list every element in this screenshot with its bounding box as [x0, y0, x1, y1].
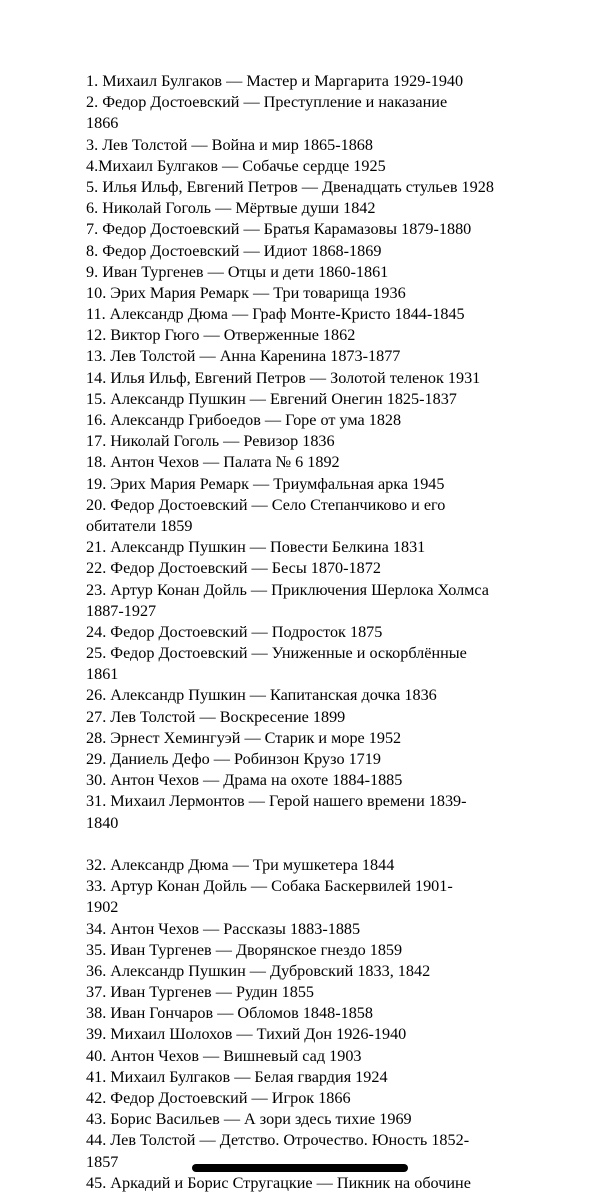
note-line: 35. Иван Тургенев — Дворянское гнездо 1859	[86, 940, 403, 959]
note-line: обитатели 1859	[86, 516, 193, 535]
note-line: 12. Виктор Гюго — Отверженные 1862	[86, 326, 356, 345]
note-line: 1866	[86, 114, 119, 133]
note-line: 1887-1927	[86, 601, 157, 620]
note-line: 18. Антон Чехов — Палата № 6 1892	[86, 453, 340, 472]
note-line: 4.Михаил Булгаков — Собачье сердце 1925	[86, 156, 386, 175]
note-line: 39. Михаил Шолохов — Тихий Дон 1926-1940	[86, 1025, 407, 1044]
note-line: 17. Николай Гоголь — Ревизор 1836	[86, 432, 335, 451]
note-line: 13. Лев Толстой — Анна Каренина 1873-1877	[86, 347, 401, 366]
note-line: 38. Иван Гончаров — Обломов 1848-1858	[86, 1004, 373, 1023]
note-line: 5. Илья Ильф, Евгений Петров — Двенадцать стульев 1928	[86, 177, 494, 196]
note-line: 19. Эрих Мария Ремарк — Триумфальная арка 1945	[86, 474, 445, 493]
note-line: 22. Федор Достоевский — Бесы 1870-1872	[86, 559, 381, 578]
note-line: 1857	[86, 1152, 119, 1171]
note-line: 34. Антон Чехов — Рассказы 1883-1885	[86, 919, 361, 938]
note-line: 32. Александр Дюма — Три мушкетера 1844	[86, 855, 395, 874]
note-line: 24. Федор Достоевский — Подросток 1875	[86, 622, 383, 641]
note-line: 7. Федор Достоевский — Братья Карамазовы 1879-1880	[86, 220, 472, 239]
note-line: 31. Михаил Лермонтов — Герой нашего времени 1839-	[86, 792, 467, 811]
note-line: 9. Иван Тургенев — Отцы и дети 1860-1861	[86, 262, 389, 281]
home-indicator[interactable]	[192, 1164, 408, 1172]
note-line: 2. Федор Достоевский — Преступление и наказание	[86, 93, 448, 112]
note-line: 33. Артур Конан Дойль — Собака Баскервилей 1901-	[86, 877, 453, 896]
note-line: 30. Антон Чехов — Драма на охоте 1884-1885	[86, 771, 403, 790]
note-line: 29. Даниель Дефо — Робинзон Крузо 1719	[86, 750, 381, 768]
note-line: 44. Лев Толстой — Детство. Отрочество. Юность 1852-	[86, 1131, 470, 1150]
note-line: 3. Лев Толстой — Война и мир 1865-1868	[86, 135, 373, 154]
note-line: 16. Александр Грибоедов — Горе от ума 1828	[86, 411, 402, 429]
note-line: 41. Михаил Булгаков — Белая гвардия 1924	[86, 1067, 388, 1086]
note-line: 28. Эрнест Хемингуэй — Старик и море 1952	[86, 728, 402, 747]
note-line: 15. Александр Пушкин — Евгений Онегин 1825-1837	[86, 389, 457, 408]
note-line: 20. Федор Достоевский — Село Степанчиково и его	[86, 495, 446, 514]
note-line: 40. Антон Чехов — Вишневый сад 1903	[86, 1046, 362, 1065]
note-line: 23. Артур Конан Дойль — Приключения Шерлока Холмса	[86, 580, 489, 599]
note-line: 1902	[86, 898, 119, 917]
note-line: 37. Иван Тургенев — Рудин 1855	[86, 983, 315, 1002]
note-line: 11. Александр Дюма — Граф Монте-Кристо 1844-1845	[86, 305, 465, 324]
note-line: 21. Александр Пушкин — Повести Белкина 1831	[86, 538, 426, 557]
note-line: 26. Александр Пушкин — Капитанская дочка 1836	[86, 686, 437, 705]
note-line: 6. Николай Гоголь — Мёртвые души 1842	[86, 199, 376, 218]
note-line: 25. Федор Достоевский — Униженные и оскорблённые	[86, 644, 467, 663]
note-line: 8. Федор Достоевский — Идиот 1868-1869	[86, 241, 382, 260]
note-line: 42. Федор Достоевский — Игрок 1866	[86, 1089, 351, 1107]
note-line: 45. Аркадий и Борис Стругацкие — Пикник на обочине	[86, 1173, 471, 1192]
note-line: 27. Лев Толстой — Воскресение 1899	[86, 707, 346, 726]
note-line: 43. Борис Васильев — А зори здесь тихие 1969	[86, 1110, 412, 1129]
note-line: 10. Эрих Мария Ремарк — Три товарища 1936	[86, 283, 406, 302]
note-line: 1840	[86, 813, 119, 832]
blank-line	[86, 834, 556, 855]
note-text-body[interactable]	[86, 71, 556, 1194]
note-line: 1. Михаил Булгаков — Мастер и Маргарита 1929-1940	[86, 72, 464, 90]
note-line: 14. Илья Ильф, Евгений Петров — Золотой теленок 1931	[86, 368, 481, 387]
note-line: 36. Александр Пушкин — Дубровский 1833, 1842	[86, 961, 431, 980]
note-line: 1861	[86, 665, 119, 684]
